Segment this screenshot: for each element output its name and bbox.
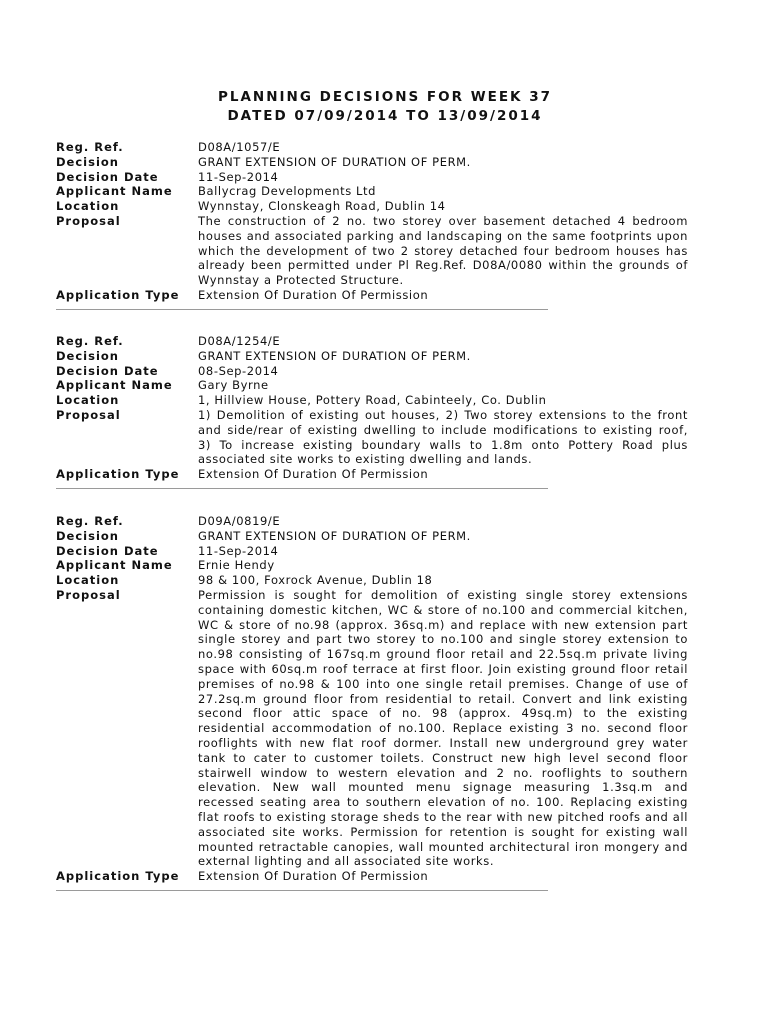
location-row xyxy=(56,573,696,588)
application-type-value: Extension Of Duration Of Permission xyxy=(198,287,429,302)
applicant-name-label: Applicant Name xyxy=(56,558,173,573)
decision-date-value: 11-Sep-2014 xyxy=(198,543,279,558)
reg-ref-label: Reg. Ref. xyxy=(56,514,124,528)
reg-ref-value: D08A/1254/E xyxy=(198,334,281,348)
proposal-value: 1) Demolition of existing out houses, 2) Two storey extensions to the front and side/rear of existing dwelling to include modifications to existing roof, 3) To increase existing boundary walls to 1.8m onto Pottery Road plus associated site works to existing dwelling and lands. xyxy=(198,407,688,467)
application-type-value: Extension Of Duration Of Permission xyxy=(198,467,429,482)
applicant-name-label: Applicant Name xyxy=(56,378,173,393)
decision-value: GRANT EXTENSION OF DURATION OF PERM. xyxy=(198,528,471,543)
applicant-name-label: Applicant Name xyxy=(56,184,173,199)
reg-ref-row xyxy=(56,514,696,529)
decision-row xyxy=(56,155,696,170)
header-date-range: DATED 07/09/2014 TO 13/09/2014 xyxy=(227,108,543,124)
decision-date-row xyxy=(56,544,696,559)
proposal-row xyxy=(56,588,696,869)
proposal-label: Proposal xyxy=(56,587,121,602)
planning-record xyxy=(56,140,696,310)
decision-date-row xyxy=(56,170,696,185)
decision-date-label: Decision Date xyxy=(56,363,159,378)
reg-ref-label: Reg. Ref. xyxy=(56,140,124,154)
proposal-value: Permission is sought for demolition of existing single storey extensions containing domestic kitchen, WC & store of no.100 and commercial kitchen, WC & store of no.98 (approx. 36sq.m) and replace with new extension part single storey and part two storey to no.100 and single storey extension to no.98 consisting of 167sq.m ground floor retail and 22.5sq.m private living space with 60sq.m roof terrace at first floor. Join existing ground floor retail premises of no.98 & 100 into one single retail premises. Change of use of 27.2sq.m ground floor from residential to retail. Convert and link existing second floor attic space of no. 98 (approx. 49sq.m) to the existing residential accommodation of no.100. Replace existing 3 no. second floor rooflights with new flat roof dormer. Install new underground grey water tank to cater to customer toilets. Construct new high level second floor stairwell window to western elevation and 2 no. rooflights to southern elevation. New wall mounted menu signage measuring 1.3sq.m and recessed seating area to southern elevation of no. 100. Replacing existing flat roofs to existing storage sheds to the rear with new pitched roofs and all associated site works. Permission for retention is sought for existing wall mounted retractable canopies, wall mounted architectural iron mongery and external lighting and all associated site works. xyxy=(198,587,688,869)
applicant-name-value: Ernie Hendy xyxy=(198,558,275,573)
proposal-value: The construction of 2 no. two storey over basement detached 4 bedroom houses and associated parking and landscaping on the same footprints upon which the development of two 2 storey detached four bedroom houses has already been permitted under Pl Reg.Ref. D08A/0080 within the grounds of Wynnstay a Protected Structure. xyxy=(198,213,688,288)
application-type-label: Application Type xyxy=(56,287,180,302)
record-divider xyxy=(56,309,548,310)
applicant-name-row xyxy=(56,558,696,573)
applicant-name-value: Gary Byrne xyxy=(198,378,269,393)
reg-ref-value: D08A/1057/E xyxy=(198,140,281,154)
record-divider xyxy=(56,890,548,891)
location-row xyxy=(56,199,696,214)
applicant-name-row xyxy=(56,184,696,199)
proposal-row xyxy=(56,408,696,467)
decision-value: GRANT EXTENSION OF DURATION OF PERM. xyxy=(198,348,471,363)
planning-record xyxy=(56,514,696,891)
decision-label: Decision xyxy=(56,154,119,169)
location-value: 98 & 100, Foxrock Avenue, Dublin 18 xyxy=(198,573,433,588)
header-title: PLANNING DECISIONS FOR WEEK 37 xyxy=(217,89,553,105)
location-row xyxy=(56,393,696,408)
reg-ref-value: D09A/0819/E xyxy=(198,514,281,528)
location-label: Location xyxy=(56,393,120,408)
application-type-row xyxy=(56,869,696,884)
application-type-row xyxy=(56,288,696,303)
location-label: Location xyxy=(56,199,120,214)
reg-ref-label: Reg. Ref. xyxy=(56,334,124,348)
proposal-label: Proposal xyxy=(56,407,121,422)
reg-ref-row xyxy=(56,334,696,349)
applicant-name-value: Ballycrag Developments Ltd xyxy=(198,184,377,199)
application-type-row xyxy=(56,467,696,482)
decision-date-value: 11-Sep-2014 xyxy=(198,169,279,184)
application-type-value: Extension Of Duration Of Permission xyxy=(198,869,429,884)
application-type-label: Application Type xyxy=(56,467,180,482)
decision-row xyxy=(56,529,696,544)
decision-row xyxy=(56,349,696,364)
proposal-label: Proposal xyxy=(56,213,121,228)
decision-value: GRANT EXTENSION OF DURATION OF PERM. xyxy=(198,154,471,169)
record-divider xyxy=(56,488,548,489)
location-value: 1, Hillview House, Pottery Road, Cabinteely, Co. Dublin xyxy=(198,393,547,408)
application-type-label: Application Type xyxy=(56,869,180,884)
decision-date-label: Decision Date xyxy=(56,169,159,184)
location-label: Location xyxy=(56,573,120,588)
applicant-name-row xyxy=(56,378,696,393)
decision-label: Decision xyxy=(56,528,119,543)
location-value: Wynnstay, Clonskeagh Road, Dublin 14 xyxy=(198,199,446,214)
decision-date-row xyxy=(56,364,696,379)
decision-label: Decision xyxy=(56,348,119,363)
reg-ref-row xyxy=(56,140,696,155)
decision-date-label: Decision Date xyxy=(56,543,159,558)
proposal-row xyxy=(56,214,696,288)
decision-date-value: 08-Sep-2014 xyxy=(198,363,279,378)
planning-record xyxy=(56,334,696,489)
